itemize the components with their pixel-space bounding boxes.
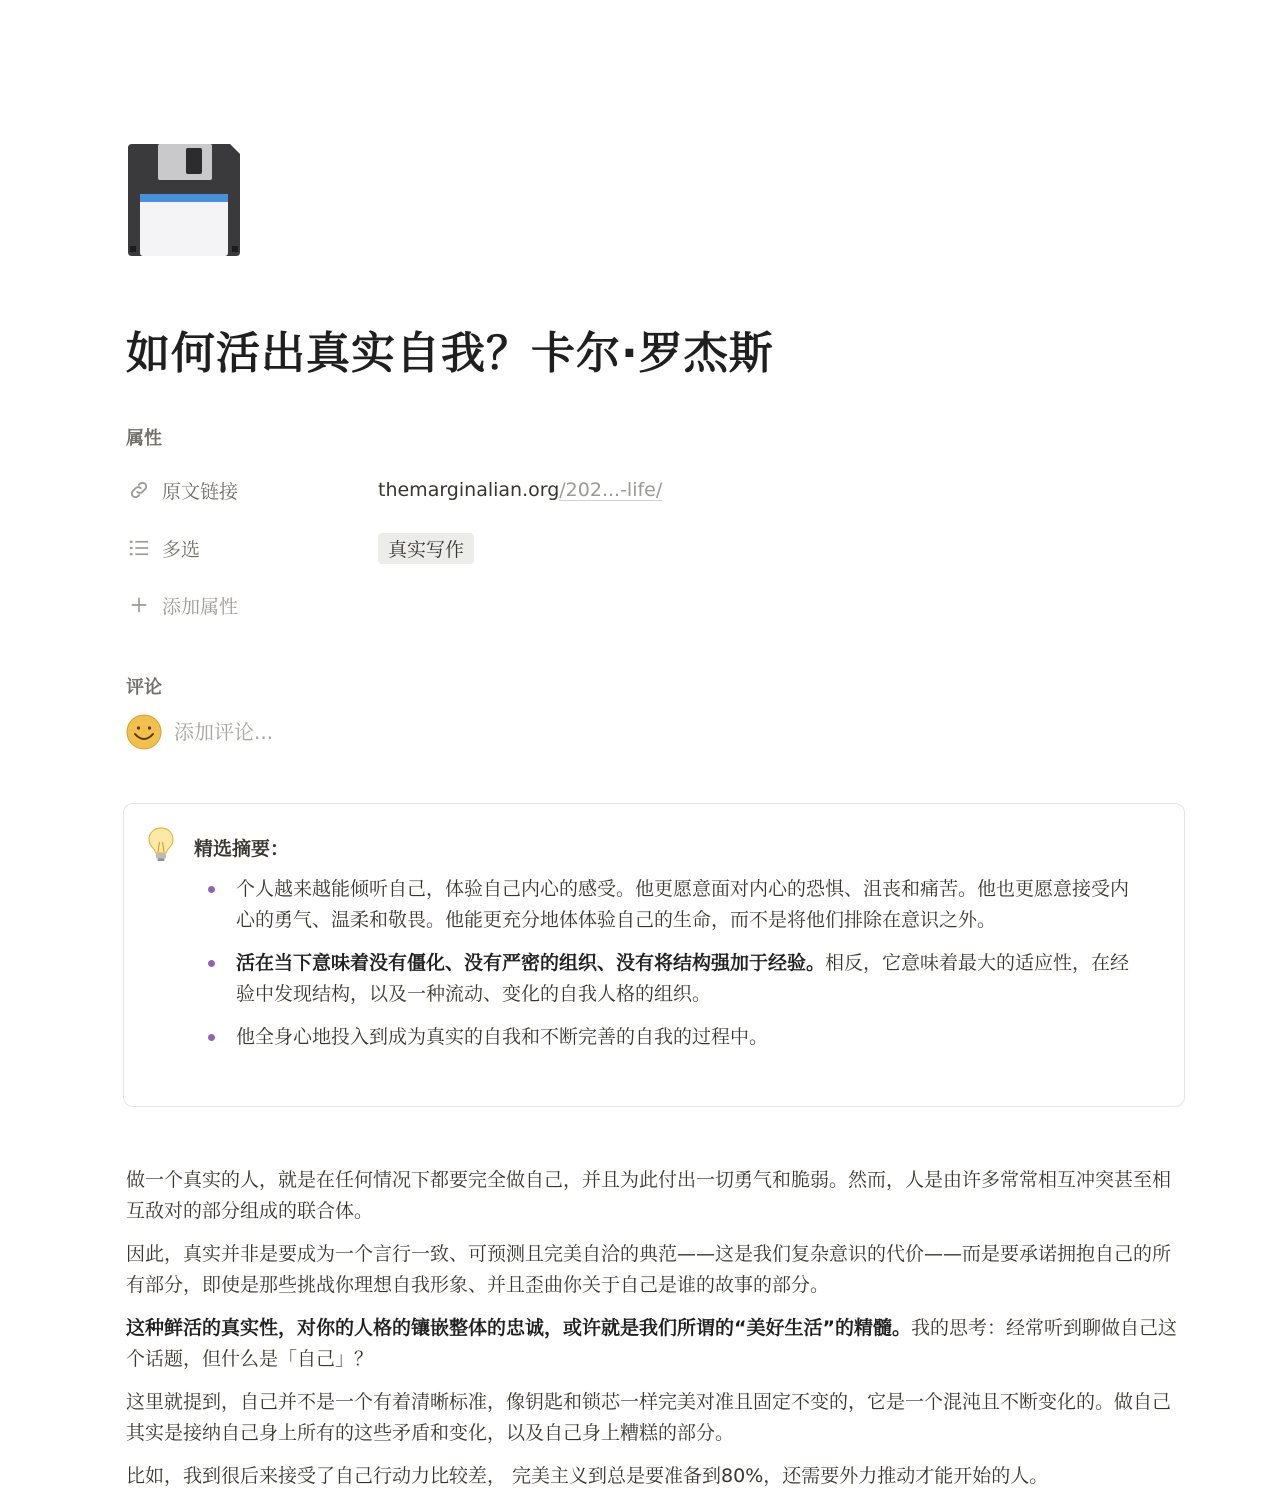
property-row-link[interactable]: [126, 470, 1026, 510]
list-item[interactable]: [194, 1022, 1144, 1053]
lightbulb-icon[interactable]: [146, 826, 176, 862]
smiley-avatar: [126, 714, 162, 750]
comments-label: 评论: [126, 677, 162, 698]
paragraph-bold: 这种鲜活的真实性，对你的人格的镶嵌整体的忠诚，或许就是我们所谓的“美好生活”的精髓。: [126, 1317, 911, 1339]
page-title[interactable]: 如何活出真实自我？卡尔·罗杰斯: [126, 328, 774, 379]
list-item-text: 个人越来越能倾听自己，体验自己内心的感受。他更愿意面对内心的恐惧、沮丧和痛苦。他也更愿意接受内心的勇气、温柔和敬畏。他能更充分地体体验自己的生命，而不是将他们排除在意识之外。: [236, 878, 1130, 931]
link-icon: [126, 477, 152, 503]
paragraph-text: 比如，我到很后来接受了自己行动力比较差， 完美主义到总是要准备到80%，还需要外力推动才能开始的人。: [126, 1465, 1049, 1487]
property-row-multiselect[interactable]: [126, 528, 1026, 568]
list-item-text: 相反，它意味着最大的适应性，在经验中发现结构，以及一种流动、变化的自我人格的组织。: [236, 952, 1130, 1005]
add-property-label: 添加属性: [162, 595, 239, 618]
paragraph-text: 做一个真实的人，就是在任何情况下都要完全做自己，并且为此付出一切勇气和脆弱。然而，人是由许多常常相互冲突甚至相互敌对的部分组成的联合体。: [126, 1169, 1172, 1222]
paragraph-text: 我的思考：经常听到聊做自己这个话题，但什么是「自己」？: [126, 1317, 1177, 1370]
properties-label: 属性: [126, 428, 162, 449]
paragraph-text: 因此，真实并非是要成为一个言行一致、可预测且完美自洽的典范——这是我们复杂意识的代价——而是要承诺拥抱自己的所有部分，即使是那些挑战你理想自我形象、并且歪曲你关于自己是谁的故事的部分。: [126, 1243, 1172, 1296]
link-host[interactable]: themarginalian.org: [378, 479, 560, 501]
paragraph[interactable]: [126, 1239, 1188, 1301]
list-item-text: 他全身心地投入到成为真实的自我和不断完善的自我的过程中。: [236, 1026, 769, 1048]
list-item[interactable]: [194, 948, 1144, 1010]
paragraph[interactable]: [126, 1387, 1188, 1449]
add-property-button[interactable]: [126, 585, 1026, 625]
body-text: [126, 1165, 1188, 1504]
property-name-multiselect: 多选: [162, 538, 201, 561]
paragraph-text: 这里就提到，自己并不是一个有着清晰标准，像钥匙和锁芯一样完美对准且固定不变的，它是一个混沌且不断变化的。做自己其实是接纳自己身上所有的这些矛盾和变化，以及自己身上糟糕的部分。: [126, 1391, 1172, 1444]
paragraph[interactable]: [126, 1165, 1188, 1227]
summary-callout: [123, 803, 1185, 1107]
plus-icon: [126, 592, 152, 618]
list-item[interactable]: [194, 874, 1144, 936]
floppy-disk-icon[interactable]: [126, 142, 242, 258]
property-value-link[interactable]: [378, 479, 662, 501]
callout-list: [194, 874, 1144, 1065]
list-icon: [126, 535, 152, 561]
callout-heading: 精选摘要：: [194, 838, 290, 860]
multiselect-tag[interactable]: 真实写作: [378, 533, 474, 564]
comment-input[interactable]: [174, 720, 574, 744]
list-item-bold: 活在当下意味着没有僵化、没有严密的组织、没有将结构强加于经验。: [236, 952, 826, 974]
link-path[interactable]: /202...-life/: [559, 479, 663, 501]
paragraph[interactable]: [126, 1313, 1188, 1375]
property-name-link: 原文链接: [162, 480, 239, 503]
comment-composer[interactable]: [126, 714, 574, 750]
paragraph[interactable]: [126, 1461, 1188, 1492]
